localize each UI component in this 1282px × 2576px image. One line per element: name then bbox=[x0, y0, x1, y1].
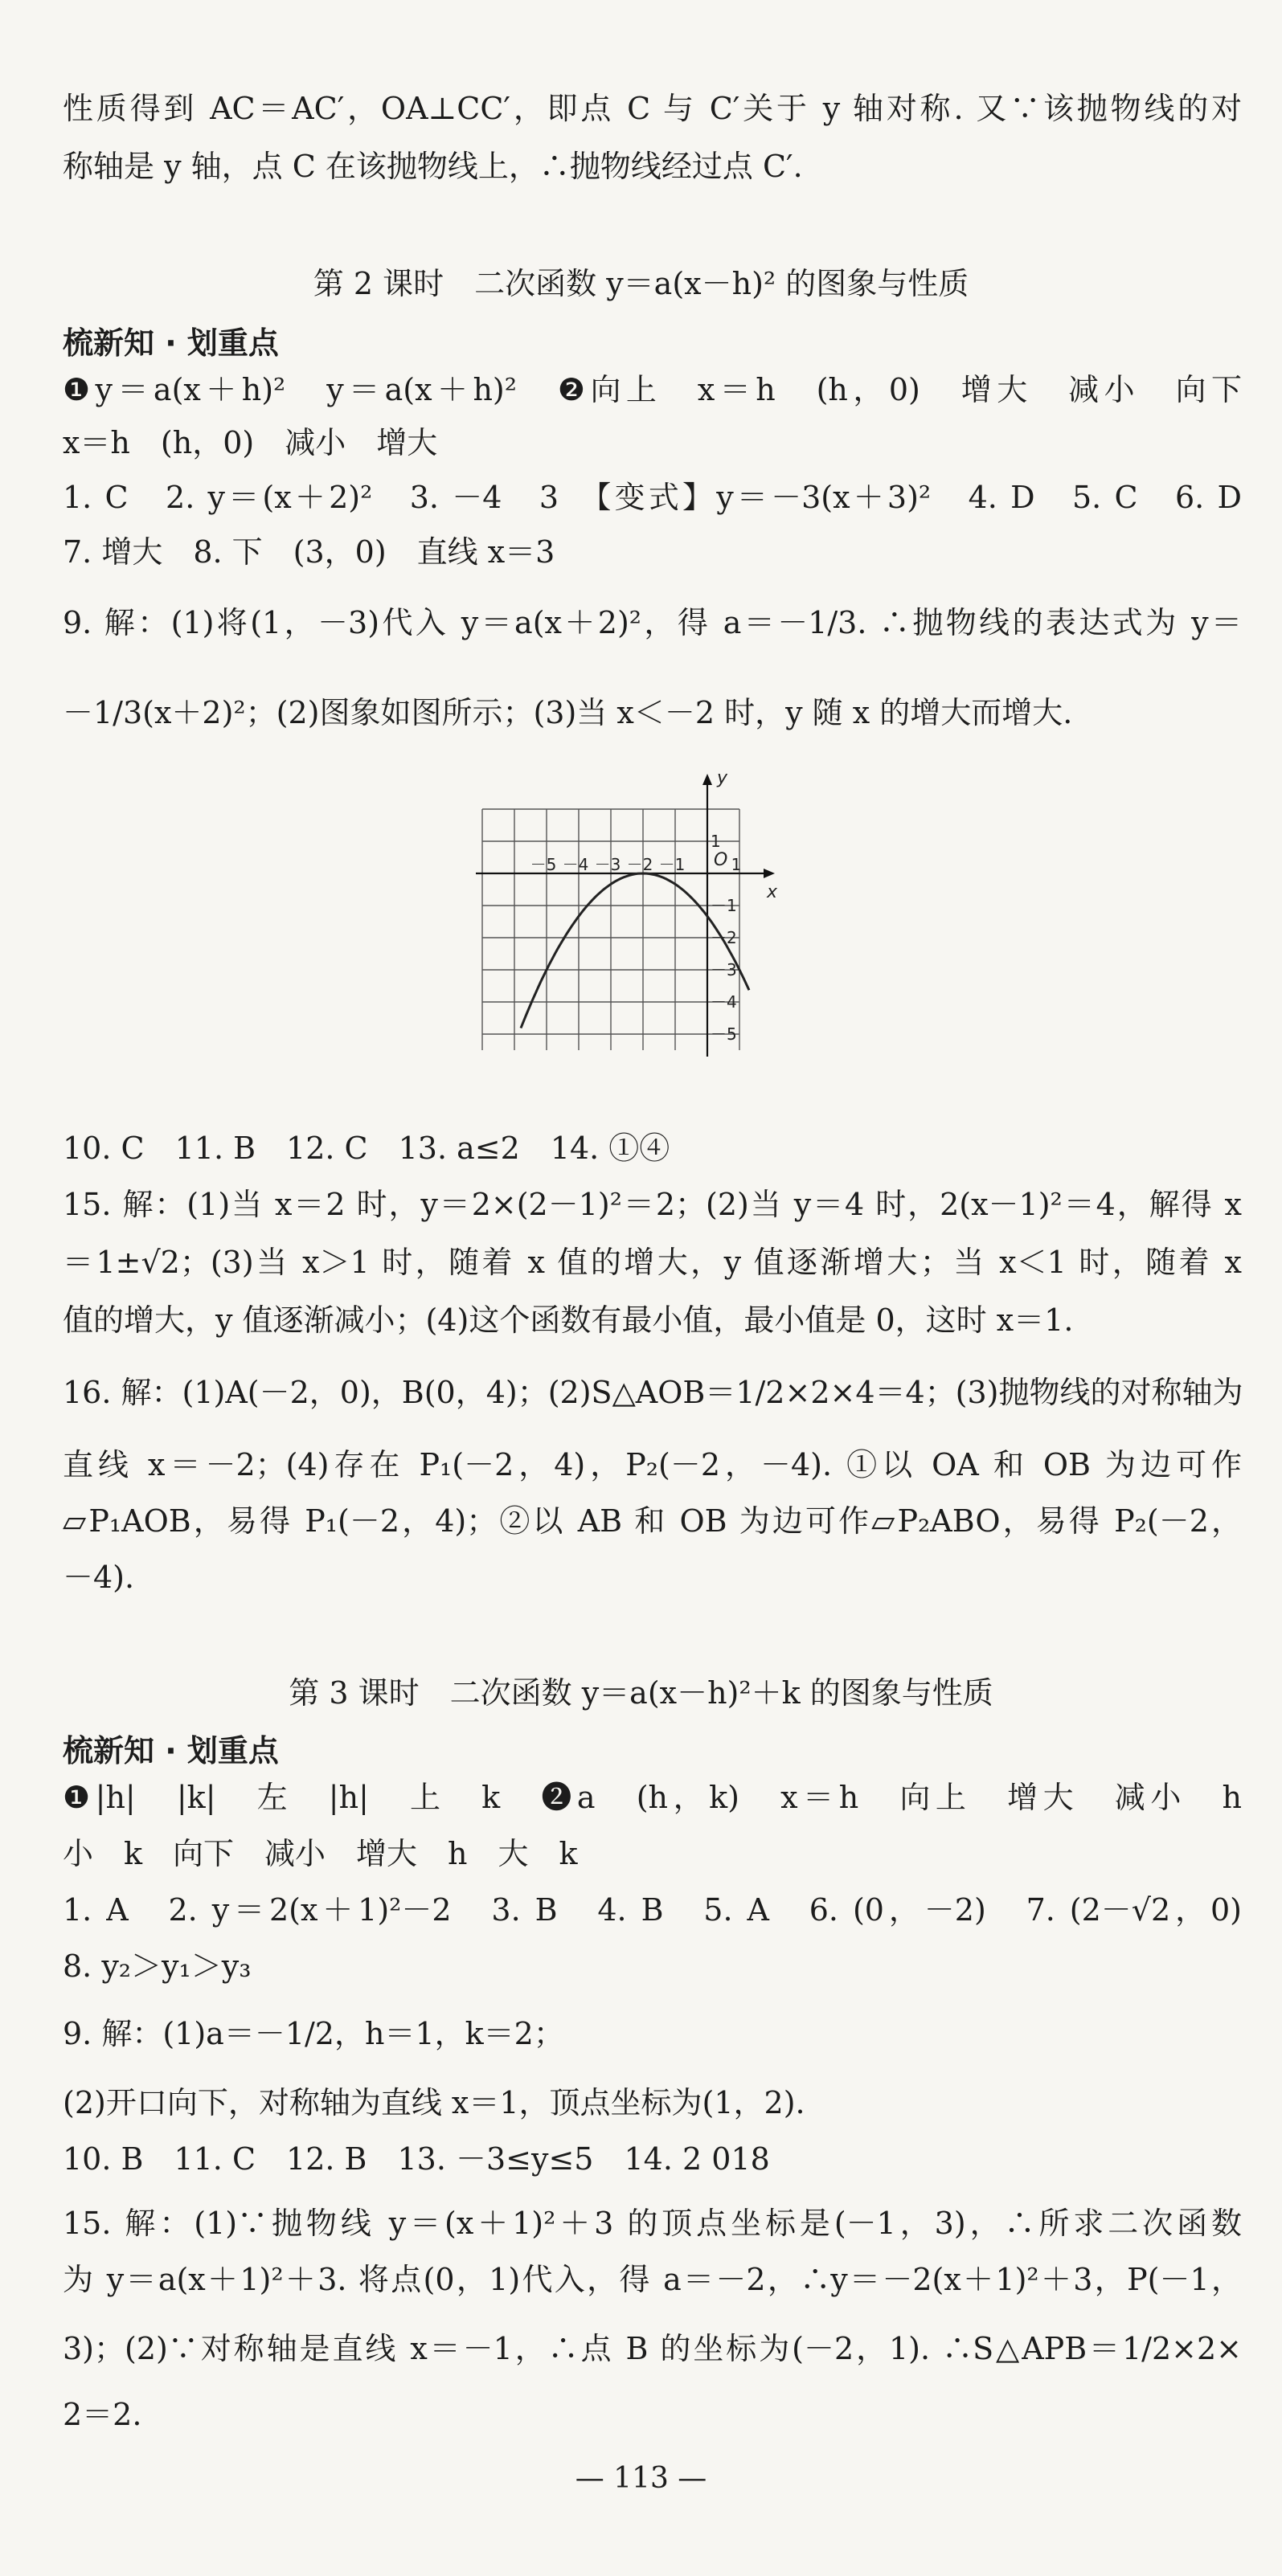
answer-line: 8. y₂＞y₁＞y₃ bbox=[63, 1948, 252, 1984]
answer-line: 1. A 2. y＝2(x＋1)²－2 3. B 4. B 5. A 6. (0，－2) 7. (2－√2，0) bbox=[63, 1892, 1242, 1928]
y-tick-label: －2 bbox=[711, 928, 737, 947]
x-tick-label: －2 bbox=[626, 855, 653, 874]
x-tick-label: －5 bbox=[530, 855, 557, 874]
solution-line: 值的增大，y 值逐渐减小；(4)这个函数有最小值，最小值是 0，这时 x＝1. bbox=[63, 1302, 1074, 1338]
solution-line: ＝1±√2；(3)当 x＞1 时，随着 x 值的增大，y 值逐渐增大；当 x＜1 时，随着 x bbox=[63, 1245, 1242, 1280]
text-line: 称轴是 y 轴，点 C 在该抛物线上，∴抛物线经过点 C′. bbox=[63, 149, 803, 184]
answer-line: 7. 增大 8. 下 (3，0) 直线 x＝3 bbox=[63, 534, 555, 570]
lesson-title: 第 2 课时 二次函数 y＝a(x－h)² 的图象与性质 bbox=[313, 266, 969, 301]
answer-line: 1. C 2. y＝(x＋2)² 3. －4 3 【变式】y＝－3(x＋3)² 4. D 5. C 6. D bbox=[63, 480, 1242, 515]
section-heading: 梳新知 · 划重点 bbox=[63, 1733, 279, 1768]
y-tick-label: －4 bbox=[711, 992, 737, 1012]
solution-line: ▱P₁AOB，易得 P₁(－2，4)；②以 AB 和 OB 为边可作▱P₂ABO，易得 P₂(－2， bbox=[63, 1503, 1242, 1539]
origin-label: O bbox=[714, 850, 728, 870]
answer-line: 10. B 11. C 12. B 13. －3≤y≤5 14. 2 018 bbox=[63, 2141, 770, 2177]
solution-line: 9. 解：(1)a＝－1/2，h＝1，k＝2； bbox=[63, 2016, 564, 2051]
answer-line: 10. C 11. B 12. C 13. a≤2 14. ①④ bbox=[63, 1131, 670, 1166]
y-tick-label: －1 bbox=[711, 896, 737, 915]
parabola-graph bbox=[466, 768, 778, 1110]
lesson-title: 第 3 课时 二次函数 y＝a(x－h)²＋k 的图象与性质 bbox=[289, 1675, 993, 1711]
knowledge-line: ❶y＝a(x＋h)² y＝a(x＋h)² ❷向上 x＝h (h，0) 增大 减小 向下 bbox=[63, 372, 1242, 407]
solution-line: 直线 x＝－2；(4)存在 P₁(－2，4)，P₂(－2，－4). ①以 OA 和 OB 为边可作 bbox=[63, 1447, 1242, 1482]
knowledge-line: 小 k 向下 减小 增大 h 大 k bbox=[63, 1836, 578, 1871]
text-line: 性质得到 AC＝AC′，OA⊥CC′，即点 C 与 C′关于 y 轴对称. 又∵该抛物线的对 bbox=[63, 91, 1242, 126]
solution-line: 15. 解：(1)当 x＝2 时，y＝2×(2－1)²＝2；(2)当 y＝4 时，2(x－1)²＝4，解得 x bbox=[63, 1187, 1242, 1222]
solution-line: －1/3(x＋2)²；(2)图象如图所示；(3)当 x＜－2 时，y 随 x 的增大而增大. bbox=[63, 695, 1073, 730]
solution-line: －4). bbox=[63, 1560, 135, 1595]
solution-line: 16. 解：(1)A(－2，0)，B(0，4)；(2)S△AOB＝1/2×2×4＝4；(3)抛物线的对称轴为 bbox=[63, 1375, 1243, 1410]
solution-line: 为 y＝a(x＋1)²＋3. 将点(0，1)代入，得 a＝－2，∴y＝－2(x＋1)²＋3，P(－1， bbox=[63, 2262, 1242, 2297]
knowledge-line: x＝h (h，0) 减小 增大 bbox=[63, 425, 438, 460]
y-tick-label: －3 bbox=[711, 960, 737, 979]
y-tick-label: －5 bbox=[711, 1024, 737, 1044]
y-tick-label: 1 bbox=[711, 832, 721, 851]
solution-line: 2＝2. bbox=[63, 2397, 142, 2432]
x-tick-label: －1 bbox=[658, 855, 686, 874]
axes bbox=[476, 774, 775, 1057]
x-tick-label: 1 bbox=[731, 855, 742, 874]
x-tick-label: －4 bbox=[562, 855, 589, 874]
solution-line: (2)开口向下，对称轴为直线 x＝1，顶点坐标为(1，2). bbox=[63, 2085, 805, 2120]
solution-line: 9. 解：(1)将(1，－3)代入 y＝a(x＋2)²，得 a＝－1/3. ∴抛物线的表达式为 y＝ bbox=[63, 605, 1242, 640]
x-axis-label: x bbox=[767, 882, 778, 902]
knowledge-line: ❶|h| |k| 左 |h| 上 k ❷a (h，k) x＝h 向上 增大 减小 h bbox=[63, 1780, 1242, 1815]
y-axis-arrow bbox=[702, 774, 712, 785]
y-axis-label: y bbox=[717, 768, 728, 788]
solution-line: 15. 解：(1)∵抛物线 y＝(x＋1)²＋3 的顶点坐标是(－1，3)，∴所求二次函数 bbox=[63, 2206, 1242, 2241]
x-axis-arrow bbox=[764, 869, 775, 878]
section-heading: 梳新知 · 划重点 bbox=[63, 325, 279, 361]
page-number: — 113 — bbox=[575, 2462, 707, 2495]
x-tick-label: －3 bbox=[594, 855, 621, 874]
grid bbox=[482, 809, 739, 1050]
solution-line: 3)；(2)∵对称轴是直线 x＝－1，∴点 B 的坐标为(－2，1). ∴S△APB＝1/2×2× bbox=[63, 2331, 1242, 2366]
